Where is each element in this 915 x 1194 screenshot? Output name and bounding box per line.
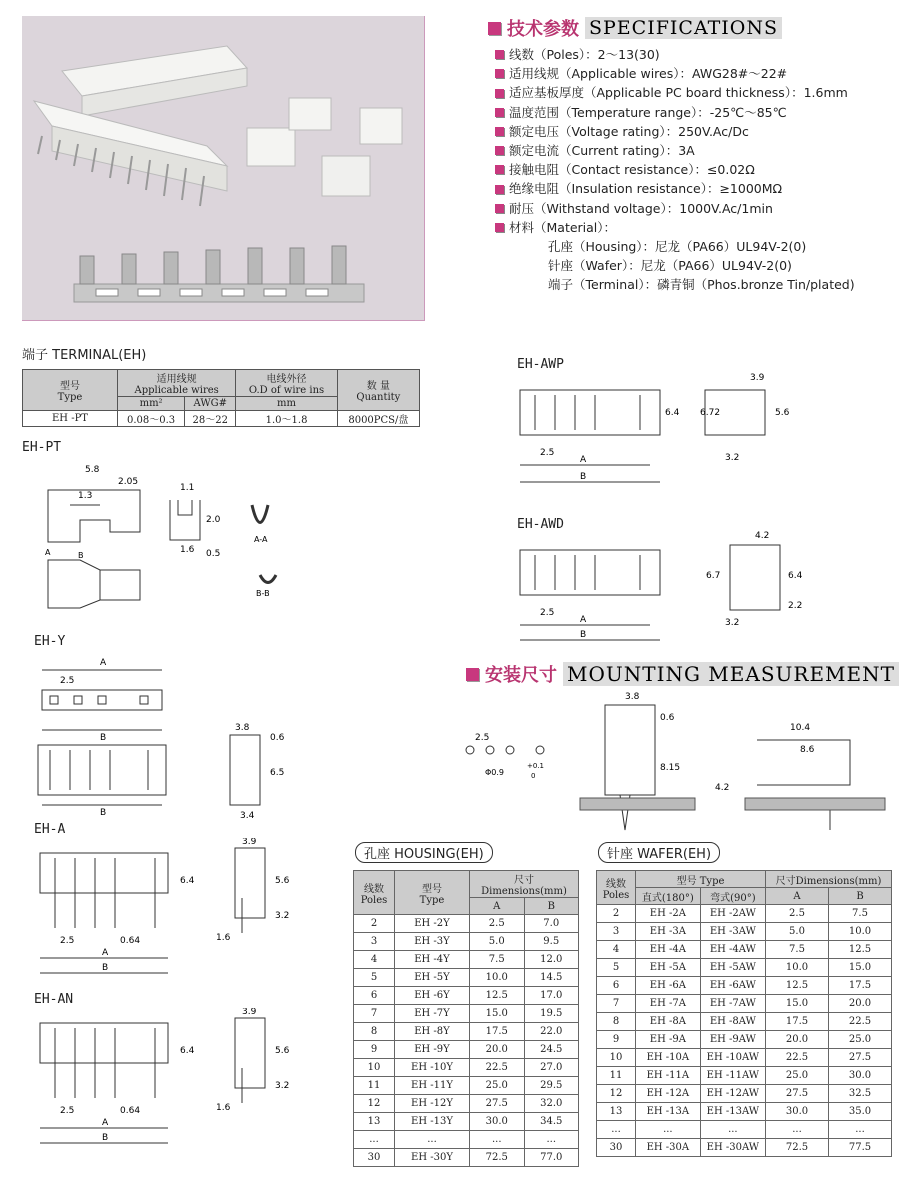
svg-text:5.8: 5.8	[85, 465, 100, 475]
table-row: 6 EH -6Y 12.5 17.0	[354, 987, 579, 1005]
svg-text:2.5: 2.5	[540, 448, 555, 458]
bullet-icon	[495, 223, 504, 232]
product-photo	[22, 16, 425, 321]
svg-text:3.2: 3.2	[275, 911, 290, 921]
table-row: 2 EH -2Y 2.5 7.0	[354, 915, 579, 933]
svg-text:8.15: 8.15	[660, 763, 681, 773]
eh-awd-drawing	[510, 530, 810, 650]
svg-text:A: A	[100, 658, 107, 668]
bullet-icon	[495, 127, 504, 136]
bullet-icon	[495, 108, 504, 117]
housing-title: 孔座 HOUSING(EH)	[355, 842, 493, 863]
svg-text:3.9: 3.9	[242, 1008, 257, 1017]
svg-text:2.5: 2.5	[60, 1106, 75, 1116]
eh-a-drawing	[30, 838, 300, 983]
material-housing: 孔座（Housing）：尼龙（PA66）UL94V-2(0)	[548, 239, 807, 255]
svg-text:Φ0.9: Φ0.9	[485, 768, 505, 777]
spec-item: 耐压（Withstand voltage）：1000V.Ac/1min	[495, 199, 855, 218]
table-row: 10 EH -10A EH -10AW 22.5 27.5	[597, 1049, 892, 1067]
mounting-title-en: MOUNTING MEASUREMENT	[563, 662, 899, 686]
table-row: 30 EH -30A EH -30AW 72.5 77.5	[597, 1139, 892, 1157]
spec-item: 额定电压（Voltage rating）：250V.Ac/Dc	[495, 122, 855, 141]
table-row: 30 EH -30Y 72.5 77.0	[354, 1149, 579, 1167]
svg-text:A: A	[102, 1118, 109, 1128]
spec-item: 额定电流（Current rating）：3A	[495, 141, 855, 160]
svg-text:4.2: 4.2	[715, 783, 730, 793]
eh-awd-label: EH-AWD	[517, 517, 564, 532]
table-row: 4 EH -4A EH -4AW 7.5 12.5	[597, 941, 892, 959]
svg-text:B: B	[102, 963, 109, 973]
table-row: 11 EH -11A EH -11AW 25.0 30.0	[597, 1067, 892, 1085]
mounting-title-cn: 安装尺寸	[485, 665, 557, 686]
svg-text:6.4: 6.4	[180, 876, 195, 886]
specifications-header	[488, 15, 782, 41]
spec-item: 温度范围（Temperature range）：-25℃～85℃	[495, 103, 855, 122]
specifications-title-en: SPECIFICATIONS	[585, 17, 782, 39]
svg-text:6.4: 6.4	[665, 408, 680, 418]
svg-text:8.6: 8.6	[800, 745, 815, 755]
svg-text:3.2: 3.2	[725, 453, 740, 463]
svg-text:0.5: 0.5	[206, 549, 221, 559]
terminal-row: EH -PT 0.08～0.3 28～22 1.0～1.8 8000PCS/盘	[23, 411, 420, 427]
svg-text:B: B	[78, 551, 84, 560]
svg-text:2.2: 2.2	[788, 601, 803, 611]
housing-table-body	[354, 915, 579, 1167]
material-terminal: 端子（Terminal）：磷青铜（Phos.bronze Tin/plated)	[548, 277, 855, 293]
svg-text:2.05: 2.05	[118, 477, 139, 487]
housing-title-pill	[355, 842, 493, 863]
svg-text:3.8: 3.8	[625, 692, 640, 702]
svg-text:0.64: 0.64	[120, 1106, 141, 1116]
table-row: 9 EH -9Y 20.0 24.5	[354, 1041, 579, 1059]
svg-text:6.5: 6.5	[270, 768, 285, 778]
svg-text:A-A: A-A	[254, 535, 268, 544]
eh-pt-label: EH-PT	[22, 440, 62, 455]
bullet-icon	[495, 69, 504, 78]
table-row: ... ... ... ...	[354, 1131, 579, 1149]
svg-text:3.9: 3.9	[750, 373, 765, 383]
svg-text:3.2: 3.2	[275, 1081, 290, 1091]
svg-text:6.72: 6.72	[700, 408, 721, 418]
table-row: 8 EH -8A EH -8AW 17.5 22.5	[597, 1013, 892, 1031]
svg-text:0.6: 0.6	[660, 713, 675, 723]
svg-text:A: A	[45, 548, 51, 557]
table-row: 13 EH -13A EH -13AW 30.0 35.0	[597, 1103, 892, 1121]
table-row: 6 EH -6A EH -6AW 12.5 17.5	[597, 977, 892, 995]
eh-a-label: EH-A	[34, 822, 66, 837]
spec-item: 适用线规（Applicable wires）：AWG28#～22#	[495, 64, 855, 83]
eh-awp-label: EH-AWP	[517, 357, 564, 372]
eh-y-drawing	[30, 650, 300, 820]
bullet-icon	[495, 165, 504, 174]
svg-text:B: B	[102, 1133, 109, 1143]
specifications-list	[495, 45, 855, 295]
table-row: 2 EH -2A EH -2AW 2.5 7.5	[597, 905, 892, 923]
bullet-icon	[495, 89, 504, 98]
svg-text:0: 0	[531, 772, 536, 780]
svg-text:4.2: 4.2	[755, 531, 770, 541]
mounting-drawing	[445, 690, 890, 845]
svg-text:0.64: 0.64	[120, 936, 141, 946]
spec-item: 接触电阻（Contact resistance）：≤0.02Ω	[495, 160, 855, 179]
svg-text:A: A	[102, 948, 109, 958]
bullet-icon	[495, 146, 504, 155]
eh-y-label: EH-Y	[34, 634, 66, 649]
material-wafer: 针座（Wafer）：尼龙（PA66）UL94V-2(0)	[548, 258, 792, 274]
table-row: 12 EH -12Y 27.5 32.0	[354, 1095, 579, 1113]
svg-text:6.4: 6.4	[788, 571, 803, 581]
terminal-title: 端子 TERMINAL(EH)	[22, 348, 147, 363]
svg-text:5.6: 5.6	[275, 1046, 290, 1056]
svg-text:6.4: 6.4	[180, 1046, 195, 1056]
svg-text:5.6: 5.6	[275, 876, 290, 886]
svg-text:A: A	[580, 455, 587, 465]
eh-an-label: EH-AN	[34, 992, 74, 1007]
terminal-table: 型号 Type 适用线规 Applicable wires 电线外径 O.D of wire ins 数 量 Quantity mm² AWG# mm EH -PT 0.08～0.3 28～22 1.0～1.8 8000PCS/盘	[22, 369, 420, 427]
spec-item: 材料（Material）：	[495, 218, 855, 237]
svg-text:1.6: 1.6	[216, 933, 231, 943]
table-row: 12 EH -12A EH -12AW 27.5 32.5	[597, 1085, 892, 1103]
housing-table: 线数 Poles 型号 Type 尺寸Dimensions(mm) A B 2 EH -2Y 2.5 7.0 3 EH -3Y 5.0 9.5 4 EH -4Y 7.5 12.0 5 EH -5Y 10.0 14.5 6 EH -6Y 12.5 17.0 7 EH -7Y 15.0 19.5 8 EH -8Y 17.5 22.0 9 EH -9Y 20.0 24.5 10 EH -10Y 22.5 27.0 11 EH -11Y 25.0 29.5 12 EH -12Y 27.5 32.0 13 EH -13Y 30.0 34.5 ... ... ... ... 30 EH -30Y 72.5 77.0	[353, 870, 579, 1167]
table-row: 10 EH -10Y 22.5 27.0	[354, 1059, 579, 1077]
svg-text:1.6: 1.6	[180, 545, 195, 555]
eh-pt-drawing	[40, 460, 300, 625]
svg-text:+0.1: +0.1	[527, 762, 544, 770]
table-row: 4 EH -4Y 7.5 12.0	[354, 951, 579, 969]
svg-text:2.5: 2.5	[540, 608, 555, 618]
svg-text:1.6: 1.6	[216, 1103, 231, 1113]
table-row: ... ... ... ... ...	[597, 1121, 892, 1139]
bullet-icon	[495, 204, 504, 213]
svg-text:2.5: 2.5	[475, 733, 490, 743]
section-bullet-icon	[488, 22, 501, 35]
svg-text:3.2: 3.2	[725, 618, 740, 628]
svg-text:1.1: 1.1	[180, 483, 195, 493]
bullet-icon	[495, 50, 504, 59]
svg-text:B: B	[580, 630, 587, 640]
svg-text:B: B	[580, 472, 587, 482]
wafer-title: 针座 WAFER(EH)	[598, 842, 720, 863]
wafer-table: 线数 Poles 型号 Type 尺寸Dimensions(mm) 直式(180°) 弯式(90°) A B 2 EH -2A EH -2AW 2.5 7.5 3 EH -3A EH -3AW 5.0 10.0 4 EH -4A EH -4AW 7.5 12.5 5 EH -5A EH -5AW 10.0 15.0 6 EH -6A EH -6AW 12.5 17.5 7 EH -7A EH -7AW 15.0 20.0 8 EH -8A EH -8AW 17.5 22.5 9 EH -9A EH -9AW 20.0 25.0 10 EH -10A EH -10AW 22.5 27.5 11 EH -11A EH -11AW 25.0 30.0 12 EH -12A EH -12AW 27.5 32.5 13 EH -13A EH -13AW 30.0 35.0 ... ... ... ... ... 30 EH -30A EH -30AW 72.5 77.5	[596, 870, 892, 1157]
table-row: 7 EH -7A EH -7AW 15.0 20.0	[597, 995, 892, 1013]
svg-text:3.9: 3.9	[242, 838, 257, 847]
table-row: 11 EH -11Y 25.0 29.5	[354, 1077, 579, 1095]
table-row: 5 EH -5Y 10.0 14.5	[354, 969, 579, 987]
eh-awp-drawing	[510, 370, 810, 495]
svg-text:10.4: 10.4	[790, 723, 811, 733]
specifications-title-cn: 技术参数	[507, 19, 579, 40]
svg-text:6.7: 6.7	[706, 571, 721, 581]
wafer-title-pill	[598, 842, 720, 863]
svg-text:A: A	[580, 615, 587, 625]
table-row: 8 EH -8Y 17.5 22.0	[354, 1023, 579, 1041]
svg-text:1.3: 1.3	[78, 491, 93, 501]
svg-text:B-B: B-B	[256, 589, 270, 598]
table-row: 3 EH -3A EH -3AW 5.0 10.0	[597, 923, 892, 941]
table-row: 3 EH -3Y 5.0 9.5	[354, 933, 579, 951]
svg-text:2.5: 2.5	[60, 936, 75, 946]
bullet-icon	[495, 185, 504, 194]
section-bullet-icon	[466, 668, 479, 681]
mounting-header	[466, 661, 899, 687]
spec-item: 绝缘电阻（Insulation resistance）：≥1000MΩ	[495, 179, 855, 198]
svg-text:B: B	[100, 808, 107, 818]
svg-text:3.4: 3.4	[240, 811, 255, 820]
spec-item: 线数（Poles）：2～13(30)	[495, 45, 855, 64]
svg-text:3.8: 3.8	[235, 723, 250, 733]
table-row: 13 EH -13Y 30.0 34.5	[354, 1113, 579, 1131]
svg-text:2.5: 2.5	[60, 676, 75, 686]
table-row: 5 EH -5A EH -5AW 10.0 15.0	[597, 959, 892, 977]
svg-text:2.0: 2.0	[206, 515, 221, 525]
eh-an-drawing	[30, 1008, 300, 1153]
svg-text:5.6: 5.6	[775, 408, 790, 418]
svg-text:0.6: 0.6	[270, 733, 285, 743]
table-row: 9 EH -9A EH -9AW 20.0 25.0	[597, 1031, 892, 1049]
svg-text:B: B	[100, 733, 107, 743]
table-row: 7 EH -7Y 15.0 19.5	[354, 1005, 579, 1023]
spec-item: 适应基板厚度（Applicable PC board thickness）：1.6mm	[495, 83, 855, 102]
